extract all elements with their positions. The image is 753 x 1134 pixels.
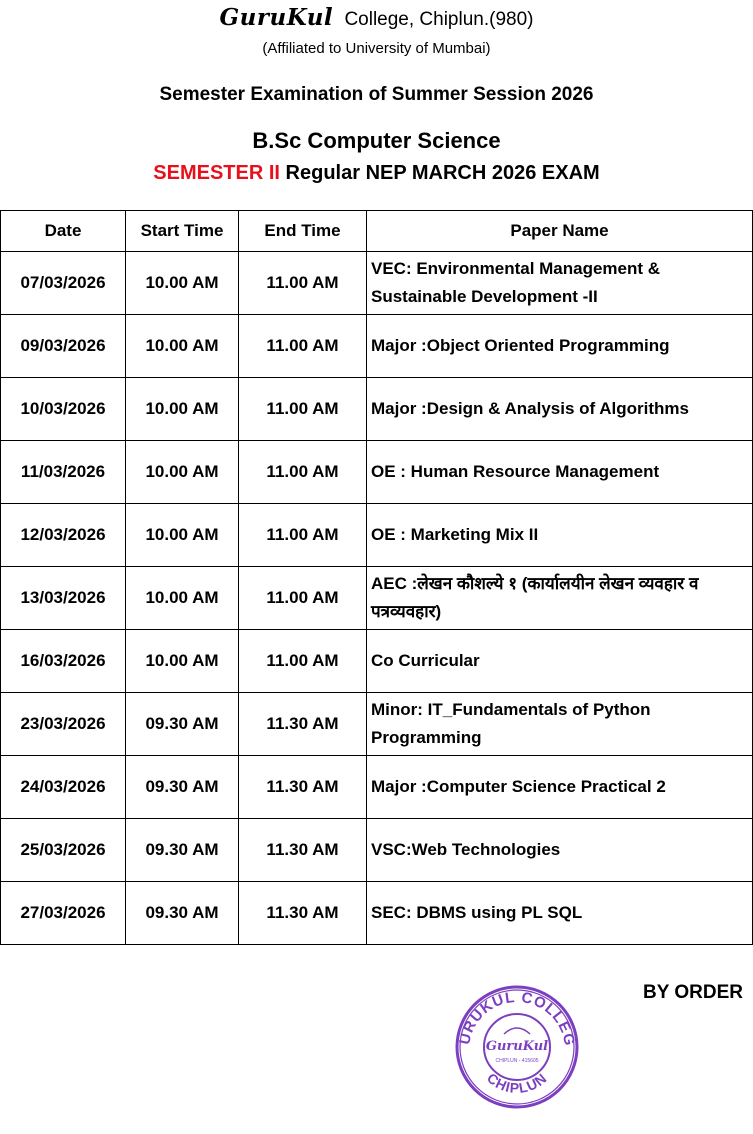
start-time: 09.30 AM	[126, 756, 239, 819]
end-time: 11.00 AM	[239, 567, 367, 630]
paper-name: Major :Design & Analysis of Algorithms	[367, 378, 753, 441]
stamp-inner-text: GuruKul	[485, 1039, 549, 1054]
college-name: College, Chiplun.(980)	[344, 9, 534, 30]
start-time: 10.00 AM	[126, 441, 239, 504]
paper-name: AEC :लेखन कौशल्ये १ (कार्यालयीन लेखन व्यवहार व पत्रव्यवहार)	[367, 567, 753, 630]
paper-name: OE : Human Resource Management	[367, 441, 753, 504]
svg-text:CHIPLUN	[484, 1070, 550, 1096]
exam-timetable	[0, 210, 753, 945]
paper-name: OE : Marketing Mix II	[367, 504, 753, 567]
table-row	[1, 315, 753, 378]
exam-date: 10/03/2026	[1, 378, 126, 441]
start-time: 10.00 AM	[126, 252, 239, 315]
college-stamp	[452, 982, 582, 1112]
paper-name: Co Curricular	[367, 630, 753, 693]
paper-name: VEC: Environmental Management & Sustainable Development -II	[367, 252, 753, 315]
exam-date: 09/03/2026	[1, 315, 126, 378]
exam-date: 27/03/2026	[1, 882, 126, 945]
end-time: 11.00 AM	[239, 630, 367, 693]
by-order-text: BY ORDER	[643, 982, 743, 1003]
start-time: 09.30 AM	[126, 882, 239, 945]
table-row	[1, 693, 753, 756]
start-time: 10.00 AM	[126, 504, 239, 567]
affiliation-text: (Affiliated to University of Mumbai)	[262, 40, 491, 57]
table-row	[1, 252, 753, 315]
table-row	[1, 378, 753, 441]
semester-rest: Regular NEP MARCH 2026 EXAM	[285, 162, 600, 184]
end-time: 11.30 AM	[239, 756, 367, 819]
end-time: 11.00 AM	[239, 504, 367, 567]
start-time: 09.30 AM	[126, 693, 239, 756]
end-time: 11.00 AM	[239, 315, 367, 378]
exam-date: 16/03/2026	[1, 630, 126, 693]
stamp-emblem-icon	[504, 1028, 530, 1034]
column-header-paper-name: Paper Name	[367, 211, 753, 252]
exam-date: 23/03/2026	[1, 693, 126, 756]
paper-name: Minor: IT_Fundamentals of Python Programming	[367, 693, 753, 756]
exam-date: 11/03/2026	[1, 441, 126, 504]
semester-highlight: SEMESTER II	[153, 162, 280, 184]
exam-date: 24/03/2026	[1, 756, 126, 819]
end-time: 11.30 AM	[239, 882, 367, 945]
start-time: 10.00 AM	[126, 378, 239, 441]
end-time: 11.00 AM	[239, 441, 367, 504]
end-time: 11.30 AM	[239, 819, 367, 882]
column-header-date: Date	[1, 211, 126, 252]
start-time: 10.00 AM	[126, 567, 239, 630]
paper-name: VSC:Web Technologies	[367, 819, 753, 882]
exam-date: 12/03/2026	[1, 504, 126, 567]
table-row	[1, 882, 753, 945]
table-row	[1, 441, 753, 504]
stamp-outer-bottom-text: CHIPLUN	[483, 1069, 551, 1097]
exam-date: 07/03/2026	[1, 252, 126, 315]
stamp-outer-top-text: URUKUL COLLEG	[456, 988, 579, 1048]
end-time: 11.00 AM	[239, 252, 367, 315]
start-time: 09.30 AM	[126, 819, 239, 882]
paper-name: Major :Computer Science Practical 2	[367, 756, 753, 819]
program-title: B.Sc Computer Science	[252, 128, 501, 153]
column-header-start-time: Start Time	[126, 211, 239, 252]
college-title-line	[0, 4, 753, 31]
end-time: 11.00 AM	[239, 378, 367, 441]
exam-session-title: Semester Examination of Summer Session 2026	[159, 84, 594, 105]
paper-name: SEC: DBMS using PL SQL	[367, 882, 753, 945]
table-row	[1, 756, 753, 819]
exam-date: 25/03/2026	[1, 819, 126, 882]
start-time: 10.00 AM	[126, 630, 239, 693]
college-logo-text: GuruKul	[219, 4, 334, 31]
stamp-inner-small-text: CHIPLUN - 415605	[495, 1058, 539, 1064]
exam-date: 13/03/2026	[1, 567, 126, 630]
paper-name: Major :Object Oriented Programming	[367, 315, 753, 378]
table-row	[1, 630, 753, 693]
table-row	[1, 819, 753, 882]
table-header-row	[1, 211, 753, 252]
end-time: 11.30 AM	[239, 693, 367, 756]
column-header-end-time: End Time	[239, 211, 367, 252]
semester-title	[0, 162, 753, 185]
start-time: 10.00 AM	[126, 315, 239, 378]
table-row	[1, 567, 753, 630]
table-row	[1, 504, 753, 567]
